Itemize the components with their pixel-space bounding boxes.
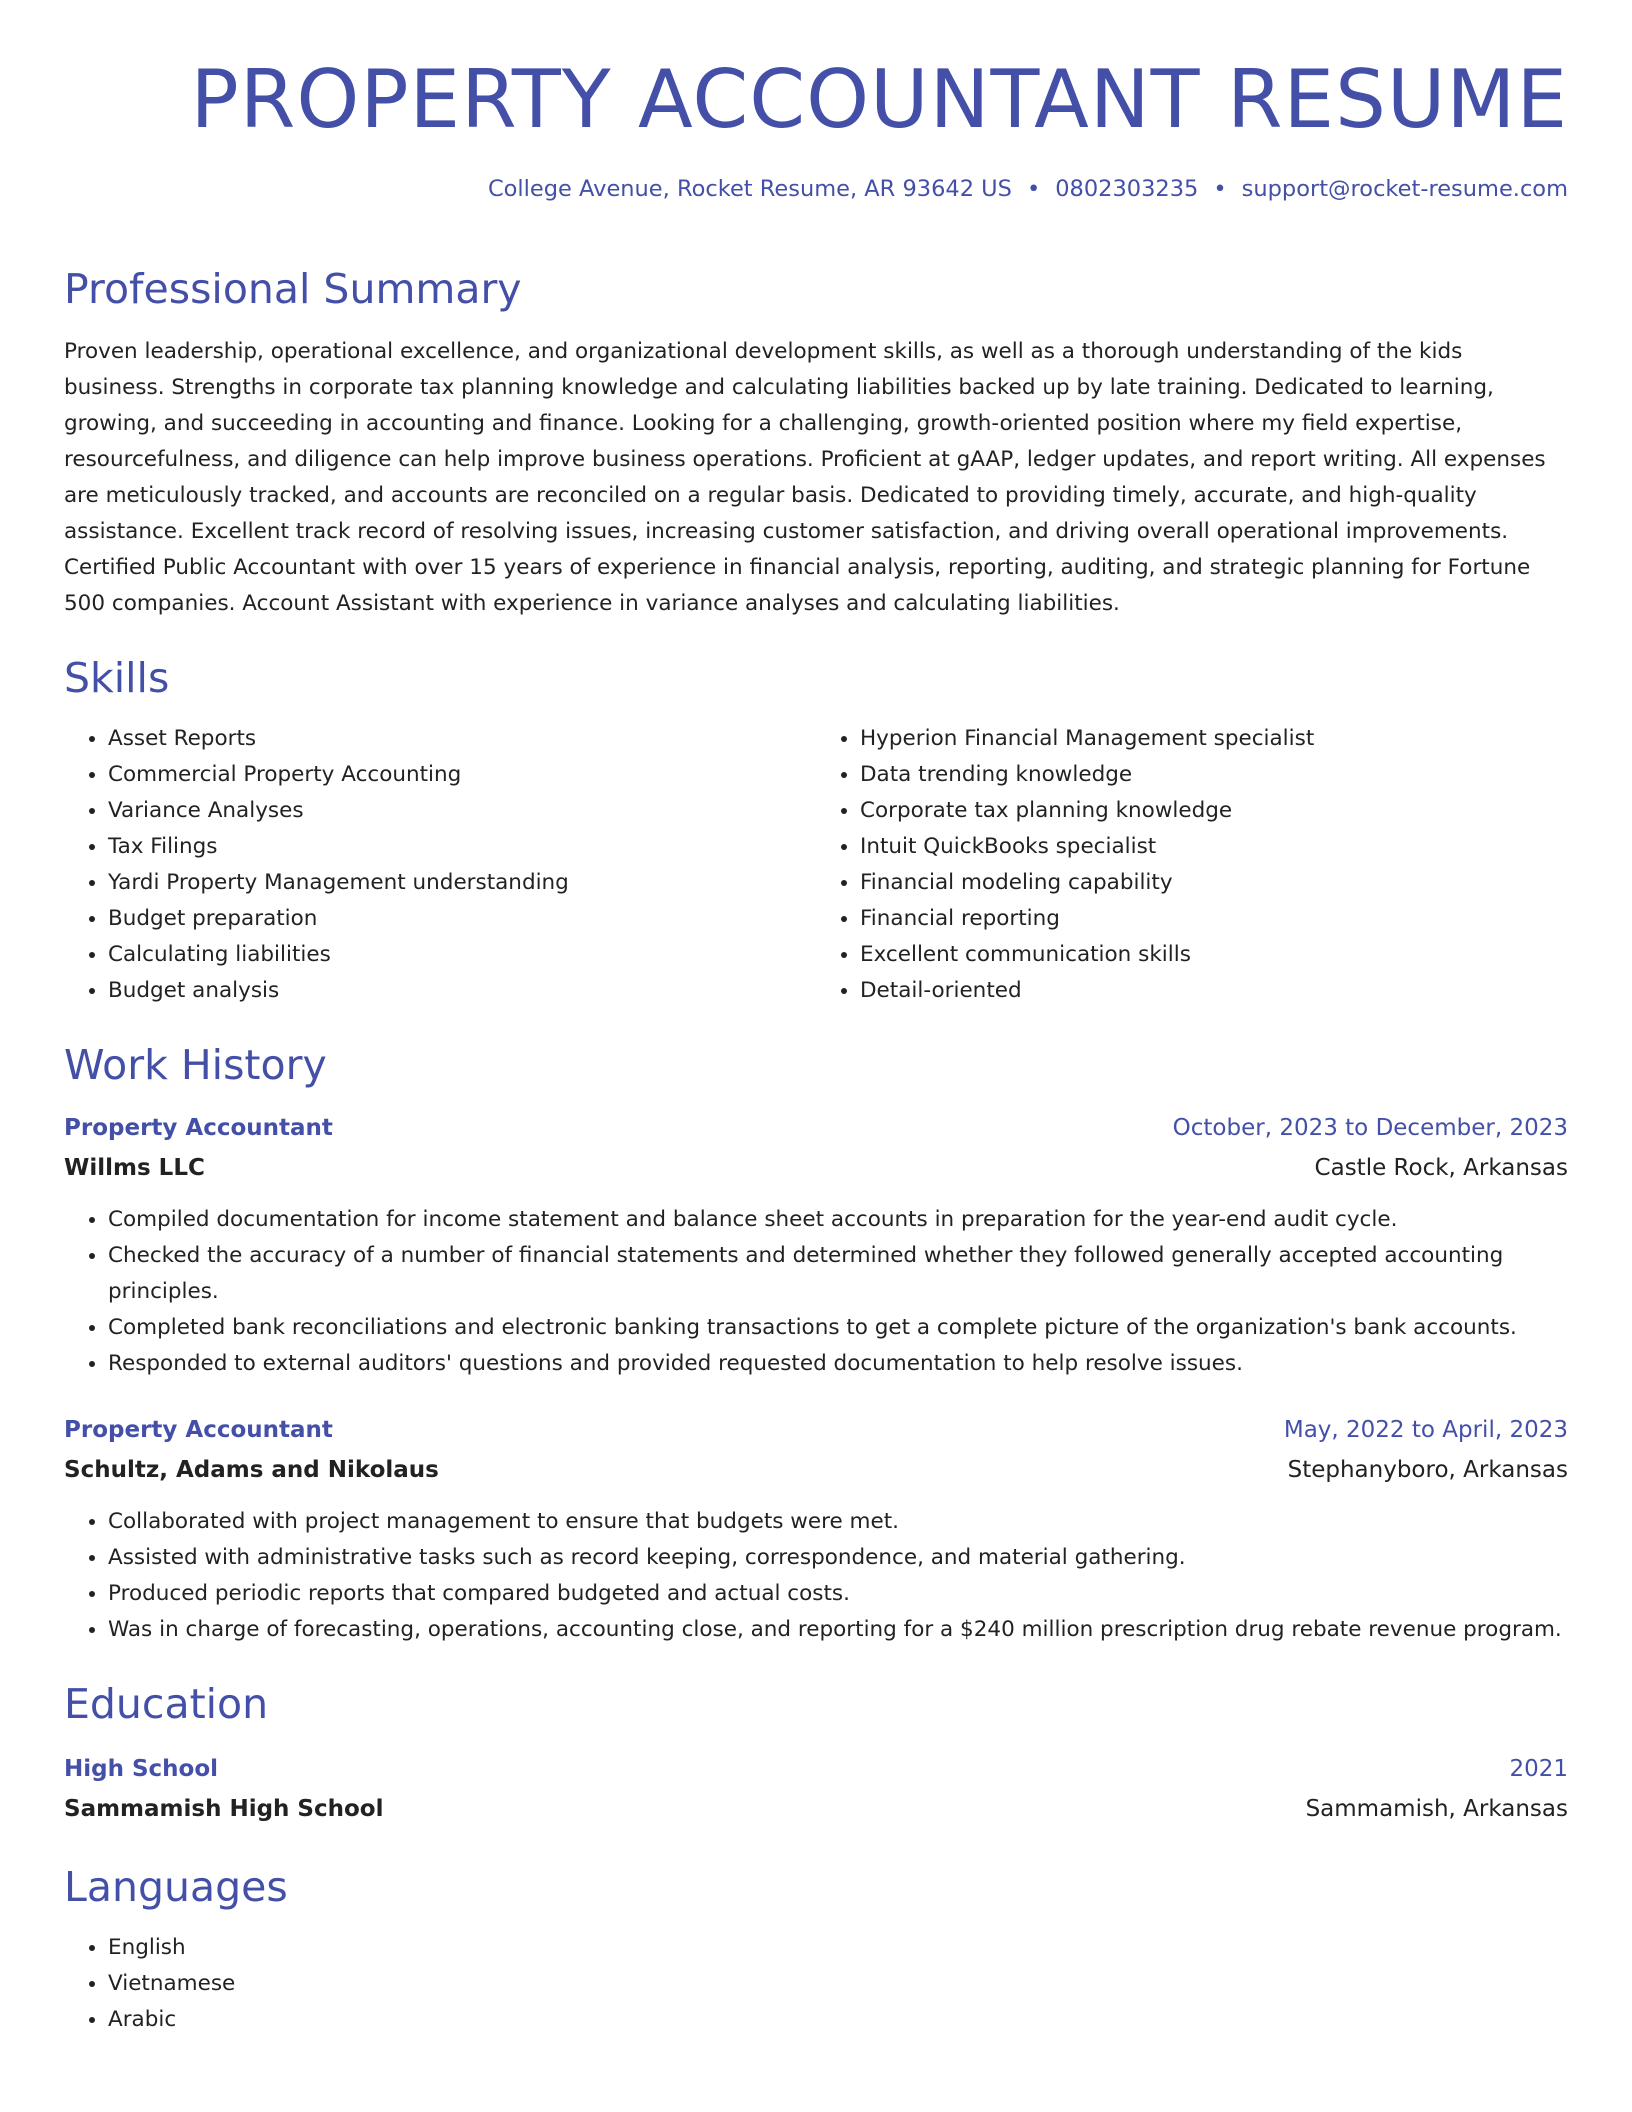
education-header-row (64, 1749, 1568, 1789)
skill-item: • Excellent communication skills (860, 937, 1568, 973)
education-year: 2021 (1509, 1756, 1568, 1783)
job-dates: May, 2022 to April, 2023 (1283, 1417, 1568, 1444)
contact-email: support@rocket-resume.com (1241, 176, 1568, 202)
skill-item: • Detail-oriented (860, 973, 1568, 1009)
skill-item: • Corporate tax planning knowledge (860, 793, 1568, 829)
skill-item: • Intuit QuickBooks specialist (860, 829, 1568, 865)
resume-title: PROPERTY ACCOUNTANT RESUME (190, 53, 1568, 146)
skill-item: • Data trending knowledge (860, 757, 1568, 793)
job-bullets (64, 1202, 1568, 1382)
languages-heading: Languages (64, 1863, 288, 1912)
language-item: • English (108, 1930, 1568, 1966)
job-company: Schultz, Adams and Nikolaus (64, 1457, 439, 1484)
contact-separator: • (1213, 176, 1227, 202)
job-location: Stephanyboro, Arkansas (1287, 1457, 1568, 1484)
job-entry (64, 1410, 1568, 1648)
skills-columns (64, 721, 1568, 1009)
education-location: Sammamish, Arkansas (1305, 1796, 1568, 1823)
job-title: Property Accountant (64, 1115, 333, 1142)
job-bullet: • Compiled documentation for income statement and balance sheet accounts in preparation for the year-end audit cycle. (108, 1202, 1568, 1238)
skill-item: • Financial reporting (860, 901, 1568, 937)
job-bullets (64, 1504, 1568, 1648)
skill-item: • Budget preparation (108, 901, 816, 937)
job-dates: October, 2023 to December, 2023 (1172, 1115, 1568, 1142)
job-company-row (64, 1450, 1568, 1490)
summary-heading: Professional Summary (64, 265, 522, 313)
summary-text: Proven leadership, operational excellence, and organizational development skills, as well as a thorough understanding of the kids business. Strengths in corporate tax planning knowledge and calculating liabilities backed up by late training. Dedicated to learning, growing, and succeeding in accounting and finance. Looking for a challenging, growth-oriented position where my field expertise, resourcefulness, and diligence can help improve business operations. Proficient at gAAP, ledger updates, and report writing. All expenses are meticulously tracked, and accounts are reconciled on a regular basis. Dedicated to providing timely, accurate, and high-quality assistance. Excellent track record of resolving issues, increasing customer satisfaction, and driving overall operational improvements. Certified Public Accountant with over 15 years of experience in financial analysis, reporting, auditing, and strategic planning for Fortune 500 companies. Account Assistant with experience in variance analyses and calculating liabilities. (64, 339, 1546, 617)
work-history-heading: Work History (64, 1041, 327, 1090)
job-bullet: • Was in charge of forecasting, operations, accounting close, and reporting for a $240 million prescription drug rebate revenue program. (108, 1612, 1568, 1648)
skills-right-list (816, 721, 1568, 1009)
skill-item: • Calculating liabilities (108, 937, 816, 973)
job-bullet: • Completed bank reconciliations and electronic banking transactions to get a complete picture of the organization's bank accounts. (108, 1310, 1568, 1346)
skill-item: • Yardi Property Management understanding (108, 865, 816, 901)
education-school: Sammamish High School (64, 1796, 384, 1823)
contact-separator: • (1026, 176, 1041, 202)
skill-item: • Budget analysis (108, 973, 816, 1009)
skill-item: • Tax Filings (108, 829, 816, 865)
skill-item: • Commercial Property Accounting (108, 757, 816, 793)
skill-item: • Asset Reports (108, 721, 816, 757)
job-company: Willms LLC (64, 1155, 205, 1182)
job-entry (64, 1108, 1568, 1382)
language-item: • Vietnamese (108, 1966, 1568, 2002)
job-bullet: • Assisted with administrative tasks such as record keeping, correspondence, and material gathering. (108, 1540, 1568, 1576)
job-header-row (64, 1108, 1568, 1148)
resume-page (64, 0, 1568, 2038)
skills-heading: Skills (64, 654, 170, 703)
contact-phone: 0802303235 (1055, 176, 1199, 202)
skills-left-list (64, 721, 816, 1009)
job-title: Property Accountant (64, 1417, 333, 1444)
job-bullet: • Collaborated with project management to ensure that budgets were met. (108, 1504, 1568, 1540)
education-heading: Education (64, 1680, 269, 1729)
job-location: Castle Rock, Arkansas (1314, 1155, 1568, 1182)
skill-item: • Variance Analyses (108, 793, 816, 829)
languages-list (64, 1930, 1568, 2038)
language-item: • Arabic (108, 2002, 1568, 2038)
job-bullet: • Checked the accuracy of a number of financial statements and determined whether they followed generally accepted accounting principles. (108, 1238, 1568, 1310)
skill-item: • Financial modeling capability (860, 865, 1568, 901)
job-company-row (64, 1148, 1568, 1188)
job-header-row (64, 1410, 1568, 1450)
education-degree: High School (64, 1756, 219, 1783)
education-entry (64, 1749, 1568, 1829)
skill-item: • Hyperion Financial Management specialist (860, 721, 1568, 757)
contact-address: College Avenue, Rocket Resume, AR 93642 US (487, 176, 1012, 202)
job-bullet: • Produced periodic reports that compared budgeted and actual costs. (108, 1576, 1568, 1612)
contact-line (64, 176, 1568, 203)
job-bullet: • Responded to external auditors' questions and provided requested documentation to help resolve issues. (108, 1346, 1568, 1382)
education-school-row (64, 1789, 1568, 1829)
